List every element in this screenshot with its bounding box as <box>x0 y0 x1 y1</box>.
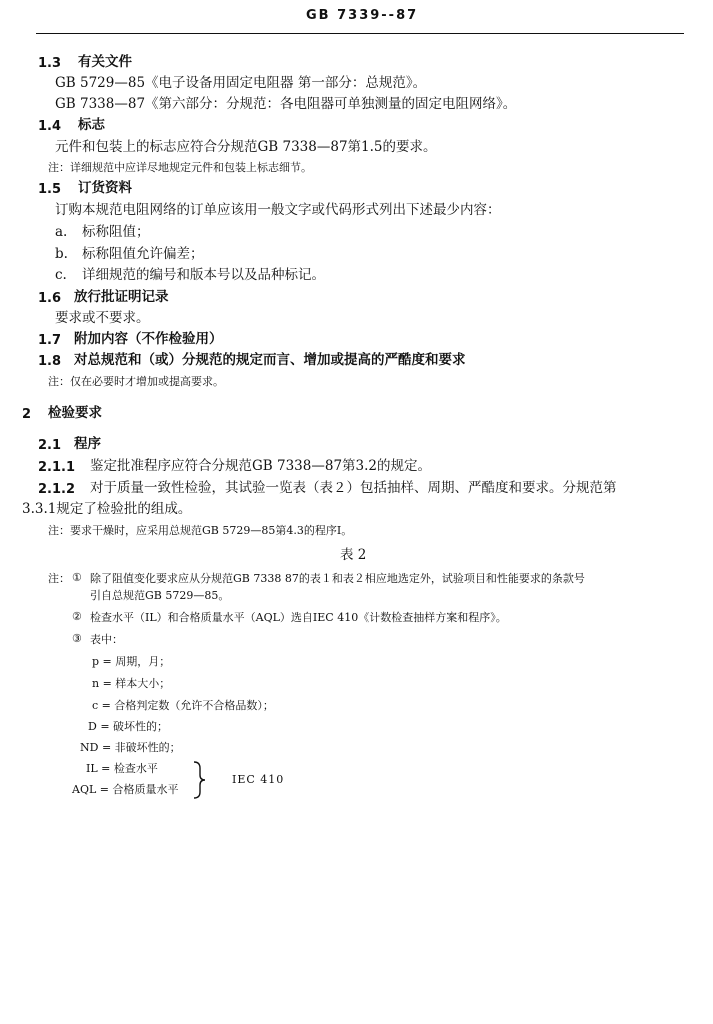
list-item-marker: a. <box>55 224 68 240</box>
section-1-5-heading: 订货资料 <box>78 180 132 196</box>
section-1-4-note: 注：详细规范中应详尽地规定元件和包装上标志细节。 <box>48 161 312 174</box>
section-1-8-note: 注：仅在必要时才增加或提高要求。 <box>48 375 224 388</box>
section-1-7-heading: 附加内容（不作检验用） <box>74 331 223 347</box>
table-2-caption: 表 2 <box>340 547 367 563</box>
definition-line: c = 合格判定数（允许不合格品数）； <box>92 699 274 712</box>
section-1-5-number: 1.5 <box>38 182 62 197</box>
section-2-heading: 检验要求 <box>48 405 102 421</box>
document-header: GB 7339--87 <box>306 8 419 23</box>
section-1-3-line-1: GB 5729—85《电子设备用固定电阻器 第一部分：总规范》。 <box>55 75 427 91</box>
section-1-7-number: 1.7 <box>38 333 62 348</box>
section-2-1-2-note: 注：要求干燥时，应采用总规范GB 5729—85第4.3的程序Ⅰ。 <box>48 524 353 537</box>
list-item-marker: c. <box>55 267 67 283</box>
section-1-6-heading: 放行批证明记录 <box>74 289 169 305</box>
section-1-8-number: 1.8 <box>38 354 62 369</box>
definition-line: IL = 检查水平 <box>86 762 158 775</box>
section-2-1-1-text: 鉴定批准程序应符合分规范GB 7338—87第3.2的规定。 <box>90 458 431 474</box>
section-1-4-heading: 标志 <box>78 117 105 133</box>
list-item-marker: b. <box>55 246 68 262</box>
note-1-marker: ① <box>72 571 82 584</box>
section-2-1-heading: 程序 <box>74 436 101 452</box>
section-1-8-heading: 对总规范和（或）分规范的规定而言、增加或提高的严酷度和要求 <box>74 352 466 368</box>
right-brace-icon <box>192 760 206 800</box>
list-item-text: 标称阻值； <box>82 224 150 240</box>
note-3-text: 表中： <box>90 633 123 646</box>
note-2-marker: ② <box>72 610 82 623</box>
section-1-6-number: 1.6 <box>38 291 62 306</box>
section-1-3-line-2: GB 7338—87《第六部分：分规范：各电阻器可单独测量的固定电阻网络》。 <box>55 96 517 112</box>
section-1-3-heading: 有关文件 <box>78 54 132 70</box>
definition-line: D = 破坏性的； <box>88 720 169 733</box>
section-2-1-2-number: 2.1.2 <box>38 482 76 497</box>
section-2-number: 2 <box>22 407 32 422</box>
section-1-5-line-1: 订购本规范电阻网络的订单应该用一般文字或代码形式列出下述最少内容： <box>55 202 501 218</box>
iec-reference: IEC 410 <box>232 773 285 786</box>
list-item-text: 详细规范的编号和版本号以及品种标记。 <box>82 267 325 283</box>
section-2-1-2-continuation: 3.3.1规定了检验批的组成。 <box>22 501 192 517</box>
section-2-1-1-number: 2.1.1 <box>38 460 76 475</box>
note-1-line-2: 引自总规范GB 5729—85。 <box>90 589 230 602</box>
note-3-marker: ③ <box>72 632 82 645</box>
note-1-line-1: 除了阻值变化要求应从分规范GB 7338 87的表１和表２相应地选定外，试验项目和性能要求的条款号 <box>90 572 585 585</box>
section-1-3-number: 1.3 <box>38 56 62 71</box>
definition-line: AQL = 合格质量水平 <box>72 783 179 796</box>
table-2-note-label: 注： <box>48 572 70 585</box>
definition-line: ND = 非破坏性的； <box>80 741 181 754</box>
note-2-text: 检查水平（IL）和合格质量水平（AQL）选自IEC 410《计数检查抽样方案和程序》。 <box>90 611 507 624</box>
list-item-text: 标称阻值允许偏差； <box>82 246 204 262</box>
section-1-4-number: 1.4 <box>38 119 62 134</box>
definition-line: p = 周期，月； <box>92 655 171 668</box>
section-1-4-line-1: 元件和包装上的标志应符合分规范GB 7338—87第1.5的要求。 <box>55 139 437 155</box>
section-2-1-2-text: 对于质量一致性检验，其试验一览表（表２）包括抽样、周期、严酷度和要求。分规范第 <box>90 480 617 496</box>
section-1-6-line-1: 要求或不要求。 <box>55 310 150 326</box>
section-2-1-number: 2.1 <box>38 438 62 453</box>
header-rule <box>36 33 684 34</box>
definition-line: n = 样本大小； <box>92 677 171 690</box>
